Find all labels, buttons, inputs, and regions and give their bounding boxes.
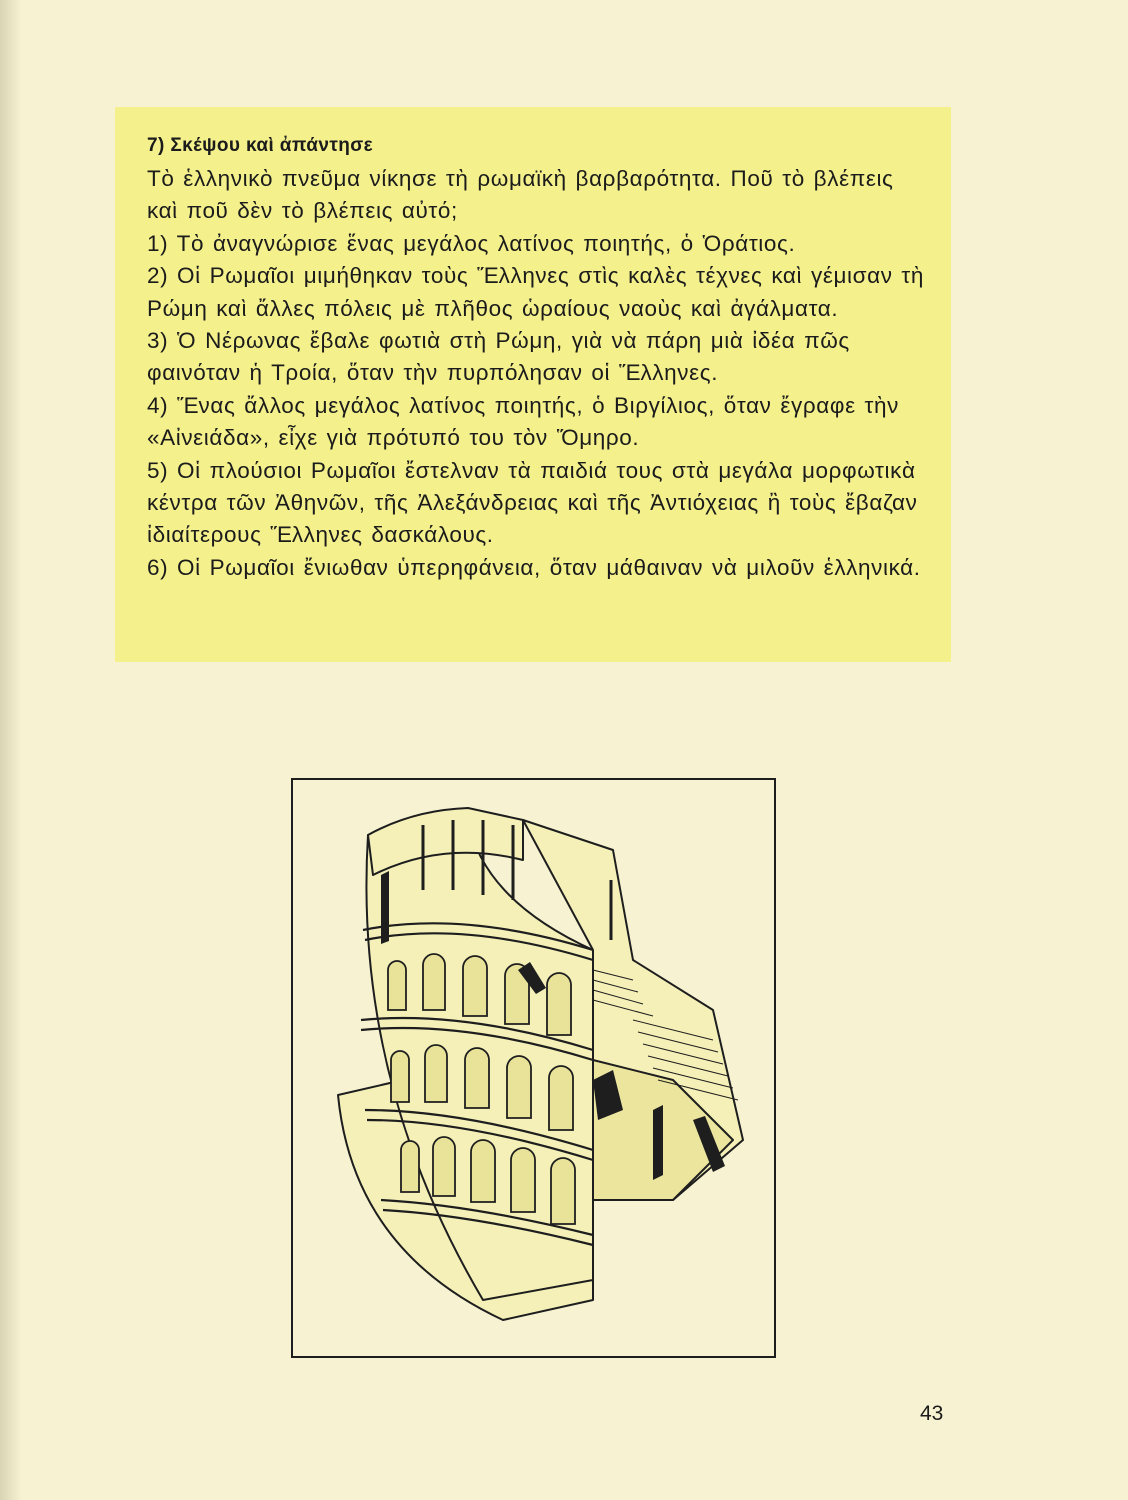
colosseum-illustration-frame [291,778,776,1358]
exercise-heading: 7) Σκέψου καὶ ἀπάντησε [147,135,374,156]
exercise-box [115,107,951,662]
colosseum-illustration [293,780,774,1356]
exercise-text [147,163,925,584]
exercise-item-5: 5) Οἱ πλούσιοι Ρωμαῖοι ἔστελναν τὰ παιδιά τους στὰ μεγάλα μορφωτικὰ κέντρα τῶν Ἀθηνῶν, τῆς Ἀλεξάνδρειας καὶ τῆς Ἀντιόχειας ἢ τοὺς ἔβαζαν ἰδιαίτερους Ἕλληνες δασκάλους. [147,457,918,548]
exercise-question: Τὸ ἑλληνικὸ πνεῦμα νίκησε τὴ ρωμαϊκὴ βαρβαρότητα. Ποῦ τὸ βλέπεις καὶ ποῦ δὲν τὸ βλέπεις αὐτό; [147,166,894,224]
page-number: 43 [920,1402,944,1425]
page-binding-shadow [0,0,22,1500]
exercise-item-1: 1) Τὸ ἀναγνώρισε ἕνας μεγάλος λατίνος ποιητής, ὁ Ὁράτιος. [147,230,796,256]
exercise-item-3: 3) Ὁ Νέρωνας ἔβαλε φωτιὰ στὴ Ρώμη, γιὰ νὰ πάρη μιὰ ἰδέα πῶς φαινόταν ἡ Τροία, ὅταν τὴν πυρπόλησαν οἱ Ἕλληνες. [147,328,850,386]
exercise-item-6: 6) Οἱ Ρωμαῖοι ἔνιωθαν ὑπερηφάνεια, ὅταν μάθαιναν νὰ μιλοῦν ἑλληνικά. [147,554,921,580]
exercise-item-4: 4) Ἕνας ἄλλος μεγάλος λατίνος ποιητής, ὁ Βιργίλιος, ὅταν ἔγραφε τὴν «Αἰνειάδα», εἶχε γιὰ πρότυπό του τὸν Ὅμηρο. [147,392,899,451]
exercise-item-2: 2) Οἱ Ρωμαῖοι μιμήθηκαν τοὺς Ἕλληνες στὶς καλὲς τέχνες καὶ γέμισαν τὴ Ρώμη καὶ ἄλλες πόλεις μὲ πλῆθος ὡραίους ναοὺς καὶ ἀγάλματα. [147,263,925,321]
